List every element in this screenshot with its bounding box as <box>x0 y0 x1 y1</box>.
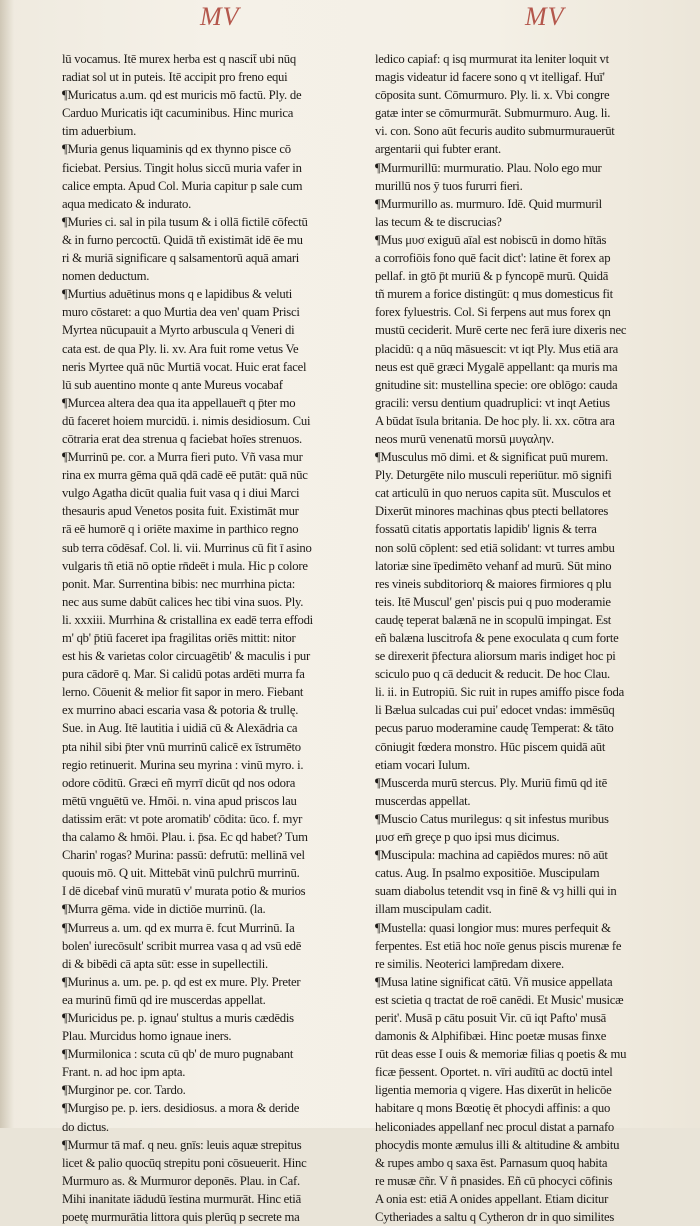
text-line: ¶Murmur tā maf. q neu. gnīs: leuis aquæ strepitus <box>62 1137 302 1152</box>
text-line: quouis mō. Q uit. Mittebāt vinū pulchrū murrinū. <box>62 866 300 881</box>
text-line: ¶Mustella: quasi longior mus: mures perfequit & <box>375 920 611 935</box>
text-line: pellaf. in gtō p̄t muriū & p fyncopē murū. Quidā <box>375 269 609 284</box>
text-line: Frant. n. ad hoc ipm apta. <box>62 1065 186 1080</box>
text-line: rūt deas esse I ouis & memoriæ filias q poetis & mu <box>375 1047 627 1062</box>
text-line: ¶Musa latine significat cātū. Vñ musice appellata <box>375 974 613 989</box>
text-line: est his & varietas color circuagētib' & maculis i pur <box>62 649 310 664</box>
text-line: lū sub auentino monte q ante Mureus vocabaf <box>62 377 283 392</box>
text-column-left <box>62 50 362 1226</box>
text-line: mustū ceciderit. Murē certe nec ferā iure dixeris nec <box>375 323 627 338</box>
text-line: ¶Murmurillo as. murmuro. Idē. Quid murmuril <box>375 196 602 211</box>
text-line: regio retinuerit. Murina seu myrina : vinū myro. i. <box>62 757 304 772</box>
text-line: ¶Murgiso pe. p. iers. desidiosus. a mora & deride <box>62 1101 300 1116</box>
folio-mark-left: MV <box>200 2 240 31</box>
text-line: murillū nos ȳ tuos fururri fieri. <box>375 178 523 193</box>
text-line: neris Myrtee quā nūc Murtiā vocat. Huic erat facel <box>62 359 307 374</box>
text-line: ¶Muscerda murū stercus. Ply. Muriū fimū qd itē <box>375 775 607 790</box>
text-line: ponit. Mar. Surrentina bibis: nec murrhina picta: <box>62 576 295 591</box>
text-line: teis. Itē Muscul' gen' piscis pui q puo moderamie <box>375 594 611 609</box>
text-line: heliconiades appellanf nec procul distat a parnafo <box>375 1119 615 1134</box>
text-line: gatæ inter se cōmurmurāt. Submurmuro. Aug. li. <box>375 106 611 121</box>
text-line: sciculo puo q cā deducit & reducit. De hoc Clau. <box>375 667 610 682</box>
text-line: eñ balæna luscitrofa & pene exoculata q cum forte <box>375 631 619 645</box>
text-line: I dē dicebaf vinū muratū v' murata potio & murios <box>62 884 306 899</box>
text-line: muro cōstaret: a quo Murtia dea ven' quam Prisci <box>62 305 300 320</box>
text-line: nomen deductum. <box>62 269 150 284</box>
text-line: tim aduerbium. <box>62 124 137 139</box>
text-line: vulgo Agatha dicūt qualia fuit vasa q i diui Marci <box>62 486 300 501</box>
text-line: tha calamo & hmōi. Plau. i. p̄sa. Ec qd habet? Tum <box>62 830 308 845</box>
text-line: vulgaris tñ etiā nō optie rn̄deēt i mula. Hic p colore <box>62 558 308 573</box>
text-line: se direxerit p̄fectura aliorsum maris indiget hoc pi <box>375 649 616 664</box>
text-line: rina ex murra gēma quā qdā cadē eē putāt: quā nūc <box>62 468 308 483</box>
text-line: re musæ c̄ñr. V ñ pnasides. Eñ cū phocyci cōfinis <box>375 1173 613 1188</box>
text-line: ¶Murcea altera dea qua ita appellauer̄t q p̄ter mo <box>62 395 296 410</box>
text-line: gnitudine sit: mustellina specie: ore oblōgo: cauda <box>375 377 618 392</box>
text-line: neos murū venenatū morsū μυγαλην. <box>375 431 554 446</box>
text-column-right <box>375 50 677 1226</box>
text-line: gracili: versu dentium quadruplici: vt inqt Aetius <box>375 395 610 410</box>
text-line: illam muscipulam cadit. <box>375 902 492 917</box>
text-line: & in furno percoctū. Quidā tñ existimāt idē ēe mu <box>62 232 303 247</box>
text-line: argentarii qui fubter erant. <box>375 142 501 157</box>
text-line: do dictus. <box>62 1119 109 1134</box>
page-gutter-shadow <box>0 0 14 1128</box>
text-line: Carduo Muricatis iq̄t cacuminibus. Hinc murica <box>62 106 294 121</box>
text-line: Plau. Murcidus homo ignaue iners. <box>62 1029 232 1044</box>
text-line: radiat sol ut in puteis. Itē accipit pro freno equi <box>62 70 288 85</box>
text-line: res vineis subditoriorq & maiores firmiores q plu <box>375 576 612 591</box>
text-line: calice empta. Apud Col. Muria capitur p sale cum <box>62 178 303 193</box>
text-line: ¶Murrinū pe. cor. a Murra fieri puto. Vñ vasa mur <box>62 450 303 465</box>
text-line: ¶Murginor pe. cor. Tardo. <box>62 1083 186 1098</box>
text-line: las tecum & te discrucias? <box>375 214 502 229</box>
text-line: mētū vnguētū ve. Hmōi. n. vina apud priscos lau <box>62 793 297 808</box>
text-line: placidū: q a nūq māsuescit: vt iqt Ply. Mus etiā ara <box>375 341 619 356</box>
text-line: li. xxxiii. Murrhina & cristallina ex eadē terra effodi <box>62 612 313 627</box>
text-line: poetę murmurātia littora quis plerūq p secrete ma <box>62 1210 300 1224</box>
text-line: ¶Murinus a. um. pe. p. qd est ex mure. Ply. Preter <box>62 974 301 989</box>
text-line: magis videatur id facere sono q vt itelligaf. Huī' <box>375 70 605 85</box>
text-line: ¶Muricidus pe. p. ignau' stultus a muris cædēdis <box>62 1010 294 1025</box>
text-line: ¶Murmilonica : scuta cū qb' de muro pugnabant <box>62 1047 294 1062</box>
text-line: ¶Mus μυσ exiguū aīal est nobiscū in domo hītās <box>375 232 607 247</box>
text-line: muscerdas appellat. <box>375 793 471 808</box>
text-line: caudę teperat balænā ne in scopulū impingat. Est <box>375 612 612 627</box>
text-line: ¶Musculus mō dimi. et & significat puū murem. <box>375 450 609 465</box>
text-line: ¶Muries ci. sal in pila tusum & i ollā fictilē cōfectū <box>62 214 308 229</box>
text-line: ¶Muscipula: machina ad capiēdos mures: nō aūt <box>375 848 608 863</box>
text-line: m' qb' p̄tiū faceret ipa fragilitas oriēs mittit: nitor <box>62 631 296 645</box>
text-line: ri & muriā significare q salsamentorū aquā amari <box>62 251 300 266</box>
text-line: re similis. Neoterici lamp̄redam dixere. <box>375 956 564 971</box>
text-line: ¶Murra gēma. vide in dictiōe murrinū. (la. <box>62 902 266 917</box>
text-line: cata est. de qua Ply. li. xv. Ara fuit rome vetus Ve <box>62 341 299 356</box>
text-line: damonis & Alphifibæi. Hinc poetæ musas finxe <box>375 1029 607 1044</box>
text-line: ¶Muscio Catus murilegus: q sit infestus muribus <box>375 811 609 826</box>
text-line: latoriæ sine īpedimēto vehanf ad murū. Sūt mino <box>375 558 612 573</box>
text-line: vi. con. Sono aūt fecuris audito submurmurauerūt <box>375 124 615 139</box>
text-line: suam diabolus tetendit vsq in finē & vȝ hilli qui in <box>375 884 617 899</box>
text-line: thesauris apud Venetos posita fuit. Existimāt mur <box>62 504 299 519</box>
text-line: dū faceret hoiem murcidū. i. nimis desidiosum. Cui <box>62 413 311 428</box>
text-line: ea murinū fimū qd ire muscerdas appellat. <box>62 992 266 1007</box>
text-line: datissim erāt: vt pote aromatib' cōdita: ūco. f. myr <box>62 811 303 826</box>
text-line: forex fyluestris. Col. Si ferpens aut mus forex qn <box>375 305 611 320</box>
text-line: perit'. Musā p cātu posuit Vir. cū iqt Pafto' musā <box>375 1010 607 1025</box>
text-line: li. ii. in Eutropiū. Sic ruit in rupes amiffo pisce foda <box>375 685 624 700</box>
text-line: tñ murem a forice distingūt: q mus domesticus fit <box>375 287 613 302</box>
text-line: catus. Aug. In psalmo expositiōe. Muscipulam <box>375 866 600 881</box>
text-line: ¶Murmurillū: murmuratio. Plau. Nolo ego mur <box>375 160 602 175</box>
text-line: cōposita sunt. Cōmurmuro. Ply. li. x. Vbi congre <box>375 88 610 103</box>
text-line: ferpentes. Est etiā hoc noīe genus piscis murenæ fe <box>375 938 622 953</box>
text-line: Myrtea nūcupauit a Myrto arbuscula q Veneri di <box>62 323 295 338</box>
text-line: cat articulū in quo neruos capita sūt. Musculos et <box>375 486 611 501</box>
text-line: li Bælua sulcadas cui pui' edocet vndas: immēsūq <box>375 703 615 718</box>
text-line: A onia est: etiā A onides appellant. Etiam dicitur <box>375 1191 609 1206</box>
text-line: non solū cōplent: sed etiā solidant: vt turres ambu <box>375 540 615 555</box>
text-line: ficæ p̄essent. Oportet. n. vīri audītū ac doctū intel <box>375 1065 613 1080</box>
text-line: A būdat īsula britania. De hoc ply. li. xx. cōtra ara <box>375 413 615 428</box>
text-line: pura cādorē q. Mar. Si calidū potas ardēti murra fa <box>62 667 305 682</box>
text-line: Murmuro as. & Murmuror deponēs. Plau. in Caf. <box>62 1173 300 1188</box>
text-line: ¶Murtius aduētinus mons q e lapidibus & veluti <box>62 287 293 302</box>
text-line: cōtraria erat dea strenua q faciebat hoīes strenuos. <box>62 431 302 446</box>
text-line: phocydis monte æmulus illi & altitudine & ambitu <box>375 1137 620 1152</box>
text-line: bolen' iurecōsult' scribit murrea vasa q ad vsū edē <box>62 938 302 953</box>
text-line: sub terra cōdēsaf. Col. li. vii. Murrinus cū fit ī asino <box>62 540 312 555</box>
text-line: Ply. Deturgēte nilo musculi reperiūtur. mō signifi <box>375 468 612 483</box>
text-line: & rupes ambo q saxa ēst. Parnasum quoq habita <box>375 1155 608 1170</box>
text-line: licet & palio quocūq strepitu poni cōsueuerit. Hinc <box>62 1155 307 1170</box>
text-line: aqua medicato & indurato. <box>62 196 192 211</box>
text-line: μυσ em̄ greçe p quo ipsi mus dicimus. <box>375 830 560 845</box>
text-line: habitare q mons Bœotię ēt phocydi affinis: a quo <box>375 1101 611 1116</box>
text-line: rā eē humorē q i oriēte maxime in parthico regno <box>62 522 299 537</box>
text-line: pecus paruo moderamine caudę Temperat: & tāto <box>375 721 614 736</box>
text-line: ¶Muricatus a.um. qd est muricis mō factū. Ply. de <box>62 88 302 103</box>
text-line: lerno. Cōuenit & melior fit sapor in mero. Fiebant <box>62 685 304 700</box>
text-line: neus est quē græci Mygalē appellant: qa muris ma <box>375 359 618 374</box>
text-line: Charin' rogas? Murina: passū: defrutū: mellinā vel <box>62 848 305 863</box>
text-line: fossatū citatis apportatis lapidib' lignis & terra <box>375 522 597 537</box>
text-line: ¶Murreus a. um. qd ex murra ē. fcut Murrinū. Ia <box>62 920 295 935</box>
text-line: a corrofiōis fono quē facit dict': latine ēt forex ap <box>375 251 611 266</box>
text-line: Sue. in Aug. Itē lautitia i uidiā cū & Alexādria ca <box>62 721 298 736</box>
text-line: ex murrino abaci escaria vasa & potoria & trullę. <box>62 703 299 718</box>
text-line: ¶Muria genus liquaminis qd ex thynno pisce cō <box>62 142 291 157</box>
text-line: etiam vocari Iulum. <box>375 757 470 772</box>
text-line: cōniugit fœdera monstro. Hūc piscem quidā aūt <box>375 739 606 754</box>
text-line: ficiebat. Persius. Tingit holus siccū muria vafer in <box>62 160 302 175</box>
text-line: pta nihil sibi p̄ter vnū murrinū calicē ex īstrumēto <box>62 739 301 754</box>
folio-mark-right: MV <box>525 2 565 31</box>
text-line: lū vocamus. Itē murex herba est q nascit̄ ubi nūq <box>62 52 296 66</box>
text-line: odore cōditū. Græci eñ myrrī dicūt qd nos odora <box>62 775 296 790</box>
text-line: ledico capiaf: q isq murmurat ita leniter loquit vt <box>375 52 609 66</box>
text-line: est scietia q tractat de roē canēdi. Et Music' musicæ <box>375 992 624 1007</box>
text-line: Mihi inanitate iādudū īestina murmurāt. Hinc etiā <box>62 1191 301 1206</box>
text-line: di & bibēdi cā apta sūt: esse in supellectili. <box>62 956 268 971</box>
text-line: Cytheriades a saltu q Cytheron dr in quo similites <box>375 1210 615 1224</box>
text-line: Dixerūt minores machinas qbus ptecti bellatores <box>375 504 609 519</box>
text-line: ligentia memoria q vigere. Has dixerūt in helicōe <box>375 1083 612 1098</box>
text-line: nec aus sume dabūt calices hec tibi vina suos. Ply. <box>62 594 304 609</box>
